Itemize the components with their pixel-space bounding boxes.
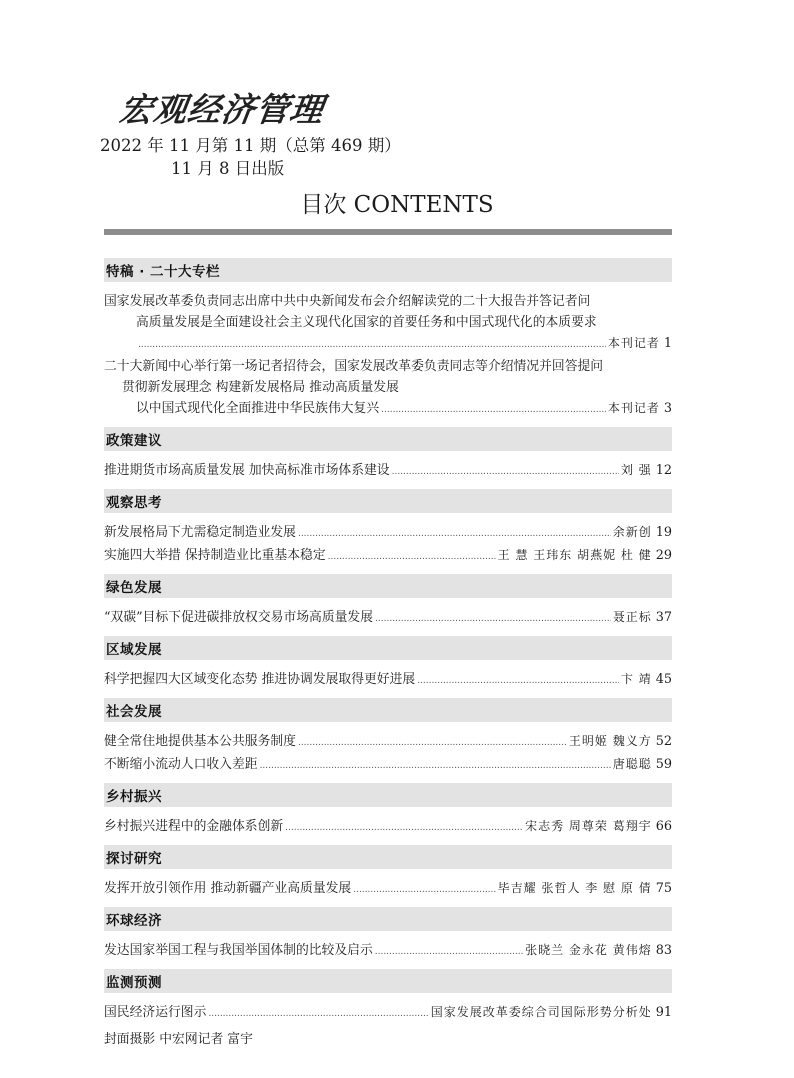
entry-title: 国民经济运行图示 [104,1005,207,1020]
entry-page: 52 [655,734,672,749]
entry-page: 12 [655,463,672,478]
section-tag: 探讨研究 [106,851,162,867]
entry-page: 29 [655,548,672,563]
toc-entry[interactable] [104,731,672,754]
leader-dots [208,1002,428,1025]
title-rule [104,229,672,235]
leader-dots [285,816,523,839]
entry-title-line: 贯彻新发展理念 构建新发展格局 推动高质量发展 [122,380,399,395]
leader-dots [298,731,567,754]
toc-entry[interactable] [104,1002,672,1025]
entry-author: 卞 靖 [620,672,652,686]
entry-author: 王 慧 王玮东 胡燕妮 杜 健 [497,548,652,562]
entry-author: 本刊记者 [607,401,660,415]
entry-leader-line [104,398,672,421]
toc-entry[interactable] [104,816,672,839]
section-tag-bar [104,489,672,513]
entry-title: 乡村振兴进程中的金融体系创新 [104,819,284,834]
toc-entry[interactable] [104,291,672,356]
section-tag: 社会发展 [106,704,162,720]
toc-section [104,907,672,963]
entry-page: 66 [655,819,672,834]
toc-entry[interactable] [104,522,672,545]
entry-page: 19 [655,525,672,540]
entry-page: 59 [655,757,672,772]
toc-entry[interactable] [104,754,672,777]
entry-title: 新发展格局下尤需稳定制造业发展 [104,525,296,540]
publication-date: 11 月 8 日出版 [171,159,285,178]
entry-author: 聂正标 [612,610,652,624]
section-tag: 特稿 · 二十大专栏 [106,264,221,280]
entry-author: 本刊记者 [607,336,660,350]
leader-dots [392,460,619,483]
entry-author: 余新创 [612,525,652,539]
entry-page: 83 [655,943,672,958]
leader-dots [417,669,619,692]
leader-dots [375,607,611,630]
toc-section [104,845,672,901]
leader-dots [298,522,611,545]
toc-entry[interactable] [104,607,672,630]
toc-entry[interactable] [104,460,672,483]
leader-dots [138,333,606,356]
entry-author: 唐聪聪 [612,757,652,771]
entry-leader-line [104,333,672,356]
leader-dots [260,754,611,777]
section-tag: 观察思考 [106,495,162,511]
toc-entry[interactable] [104,545,672,568]
entry-title-line: 高质量发展是全面建设社会主义现代化国家的首要任务和中国式现代化的本质要求 [136,315,597,330]
table-of-contents [104,258,672,1050]
toc-section [104,636,672,692]
entry-title: 发挥开放引领作用 推动新疆产业高质量发展 [104,881,352,896]
entry-title: 推进期货市场高质量发展 加快高标准市场体系建设 [104,463,390,478]
section-tag-bar [104,427,672,451]
entry-author: 王明姬 魏义方 [568,734,652,748]
section-tag: 区域发展 [106,642,162,658]
toc-section [104,427,672,483]
toc-section [104,574,672,630]
toc-section [104,489,672,568]
leader-dots [375,940,523,963]
entry-title: 健全常住地提供基本公共服务制度 [104,734,296,749]
entry-page: 1 [663,336,672,351]
entry-page: 45 [655,672,672,687]
section-tag-bar [104,636,672,660]
toc-entry[interactable] [104,878,672,901]
toc-section [104,783,672,839]
entry-title: 实施四大举措 保持制造业比重基本稳定 [104,548,326,563]
section-tag: 乡村振兴 [106,789,162,805]
entry-author: 张晓兰 金永花 黄伟熔 [525,943,652,957]
entry-author: 国家发展改革委综合司国际形势分析处 [430,1005,652,1019]
entry-title: “双碳”目标下促进碳排放权交易市场高质量发展 [104,610,374,625]
entry-title: 科学把握四大区域变化态势 推进协调发展取得更好进展 [104,672,416,687]
leader-dots [381,398,606,421]
entry-title: 发达国家举国工程与我国举国体制的比较及启示 [104,943,373,958]
toc-entry[interactable] [104,940,672,963]
section-tag-bar [104,783,672,807]
entry-author: 毕吉耀 张哲人 李 慰 原 倩 [497,881,652,895]
section-tag: 绿色发展 [106,580,162,596]
section-tag-bar [104,845,672,869]
section-tag-bar [104,574,672,598]
section-tag: 政策建议 [106,433,162,449]
toc-section [104,698,672,777]
section-tag-bar [104,969,672,993]
section-tag: 监测预测 [106,975,162,991]
entry-title: 以中国式现代化全面推进中华民族伟大复兴 [136,401,380,416]
toc-entry[interactable] [104,669,672,692]
section-tag-bar [104,907,672,931]
section-tag-bar [104,698,672,722]
entry-title-line: 二十大新闻中心举行第一场记者招待会，国家发展改革委负责同志等介绍情况并回答提问 [104,359,604,374]
leader-dots [328,545,496,568]
entry-author: 刘 强 [620,463,652,477]
section-tag: 环球经济 [106,913,162,929]
entry-page: 3 [663,401,672,416]
cover-photo-credit: 封面摄影 中宏网记者 富宇 [104,1032,253,1047]
leader-dots [353,878,495,901]
entry-author: 宋志秀 周尊荣 葛翔宇 [525,819,652,833]
journal-masthead: 宏观经济管理 [116,90,327,129]
toc-section [104,258,672,421]
entry-title: 不断缩小流动人口收入差距 [104,757,258,772]
entry-title-line: 国家发展改革委负责同志出席中共中央新闻发布会介绍解读党的二十大报告并答记者问 [104,294,591,309]
entry-page: 37 [655,610,672,625]
entry-page: 75 [655,881,672,896]
issue-info: 2022 年 11 月第 11 期（总第 469 期） [100,136,401,155]
toc-title: 目次 CONTENTS [300,192,494,218]
section-tag-bar [104,258,672,282]
toc-section [104,969,672,1025]
entry-page: 91 [655,1005,672,1020]
toc-entry[interactable] [104,356,672,421]
